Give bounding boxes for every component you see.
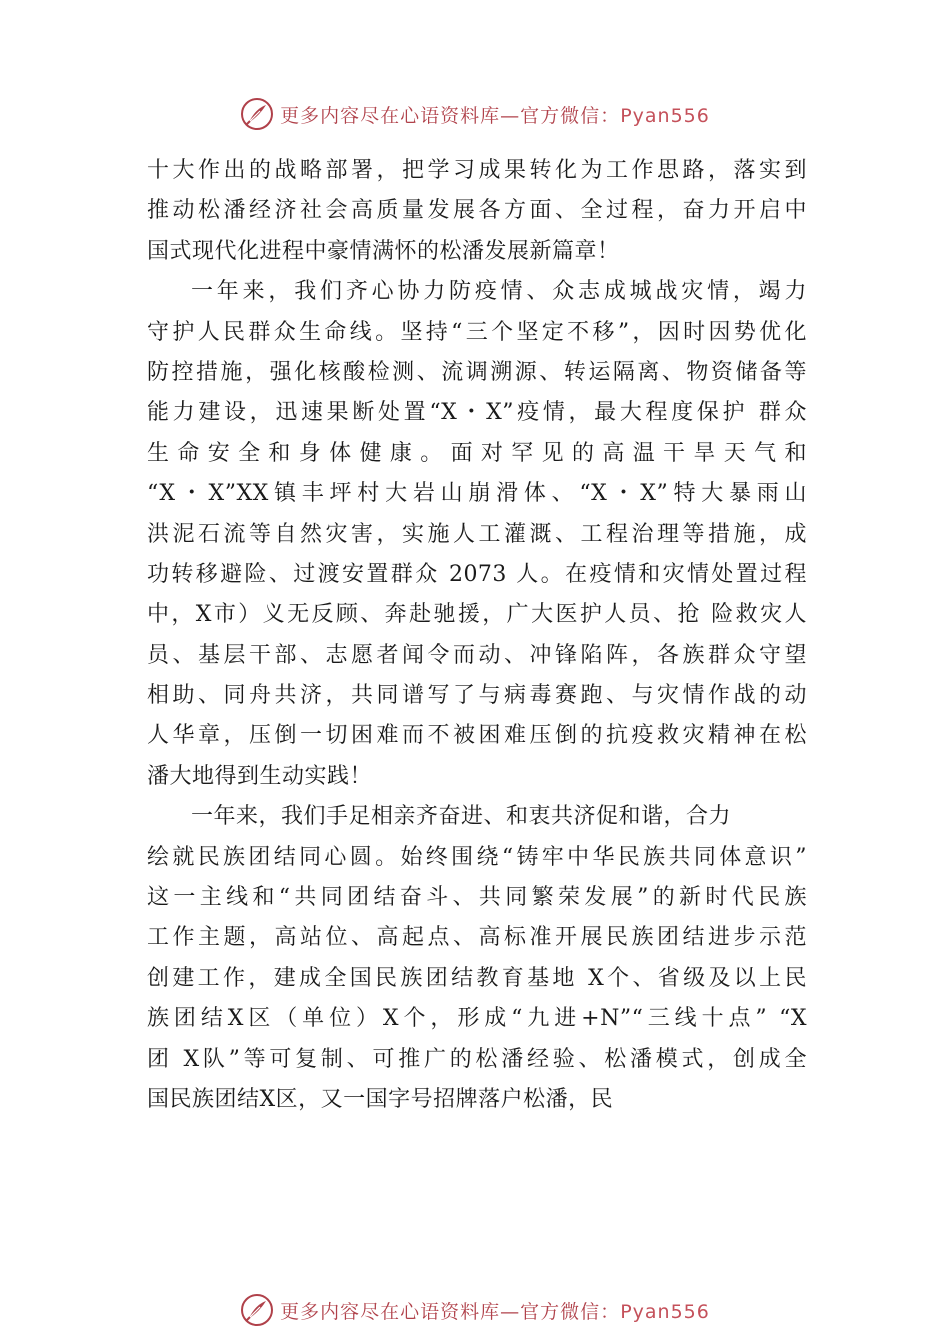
text-line: “X・X”XX镇丰坪村大岩山崩滑体、“X・X”特大暴雨山 [147,481,807,507]
paragraph-3 [147,797,807,1120]
text-line: 员、基层干部、志愿者闻令而动、冲锋陷阵，各族群众守望 [147,642,807,668]
document-body [147,151,807,1120]
watermark-text [280,101,710,128]
text-line: 人华章，压倒一切困难而不被困难压倒的抗疫救灾精神在松 [147,723,807,749]
watermark-wechat-label: 官方微信： [520,104,621,127]
text-line: 工作主题，高站位、高起点、高标准开展民族团结进步示范 [147,925,807,951]
text-line: 族团结X区（单位）X个，形成“九进+N”“三线十点” “X [147,1006,807,1032]
watermark-main-text: 更多内容尽在心语资料库 [280,104,501,127]
text-line: 防控措施，强化核酸检测、流调溯源、转运隔离、物资储备等 [147,359,807,385]
text-line: 生命安全和身体健康。面对罕见的高温干旱天气和 [147,440,807,466]
text-line: 创建工作，建成全国民族团结教育基地 X个、省级及以上民 [147,965,807,991]
header-watermark-banner [0,94,950,134]
text-line: 国民族团结X区，又一国字号招牌落户松潘，民 [147,1086,614,1112]
text-line: 潘大地得到生动实践！ [147,763,373,789]
paragraph-1 [147,151,807,272]
watermark-wechat-label: 官方微信： [520,1300,621,1323]
feather-pen-logo-icon [240,1293,274,1327]
text-line: 相助、同舟共济，共同谱写了与病毒赛跑、与灾情作战的动 [147,683,807,709]
text-line: 十大作出的战略部署，把学习成果转化为工作思路，落实到 [147,158,807,183]
text-line: 洪泥石流等自然灾害，实施人工灌溉、工程治理等措施，成 [147,521,807,547]
watermark-wechat-id: Pyan556 [620,104,710,127]
feather-pen-logo-icon [240,97,274,131]
text-line: 一年来，我们齐心协力防疫情、众志成城战灾情，竭力 [191,279,807,305]
text-line: 守护人民群众生命线。坚持“三个坚定不移”，因时因势优化 [147,319,807,345]
text-line: 这一主线和“共同团结奋斗、共同繁荣发展”的新时代民族 [147,885,807,911]
text-line: 功转移避险、过渡安置群众 2073 人。在疫情和灾情处置过程 [147,561,807,587]
text-line: 团 X队”等可复制、可推广的松潘经验、松潘模式，创成全 [147,1046,807,1072]
watermark-dash: — [500,104,521,127]
watermark-text [280,1297,710,1324]
text-line: 中，X市）义无反顾、奔赴驰援，广大医护人员、抢 险救灾人 [147,602,807,628]
text-line: 推动松潘经济社会高质量发展各方面、全过程，奋力开启中 [147,198,807,224]
text-line: 国式现代化进程中豪情满怀的松潘发展新篇章！ [147,238,620,264]
watermark-wechat-id: Pyan556 [620,1300,710,1323]
paragraph-2 [147,272,807,797]
text-line: 一年来，我们手足相亲齐奋进、和衷共济促和谐，合力 [191,804,732,830]
watermark-main-text: 更多内容尽在心语资料库 [280,1300,501,1323]
footer-watermark-banner [0,1290,950,1330]
text-line: 绘就民族团结同心圆。始终围绕“铸牢中华民族共同体意识” [147,844,807,870]
text-line: 能力建设，迅速果断处置“X・X”疫情，最大程度保护 群众 [147,400,807,426]
watermark-dash: — [500,1300,521,1323]
